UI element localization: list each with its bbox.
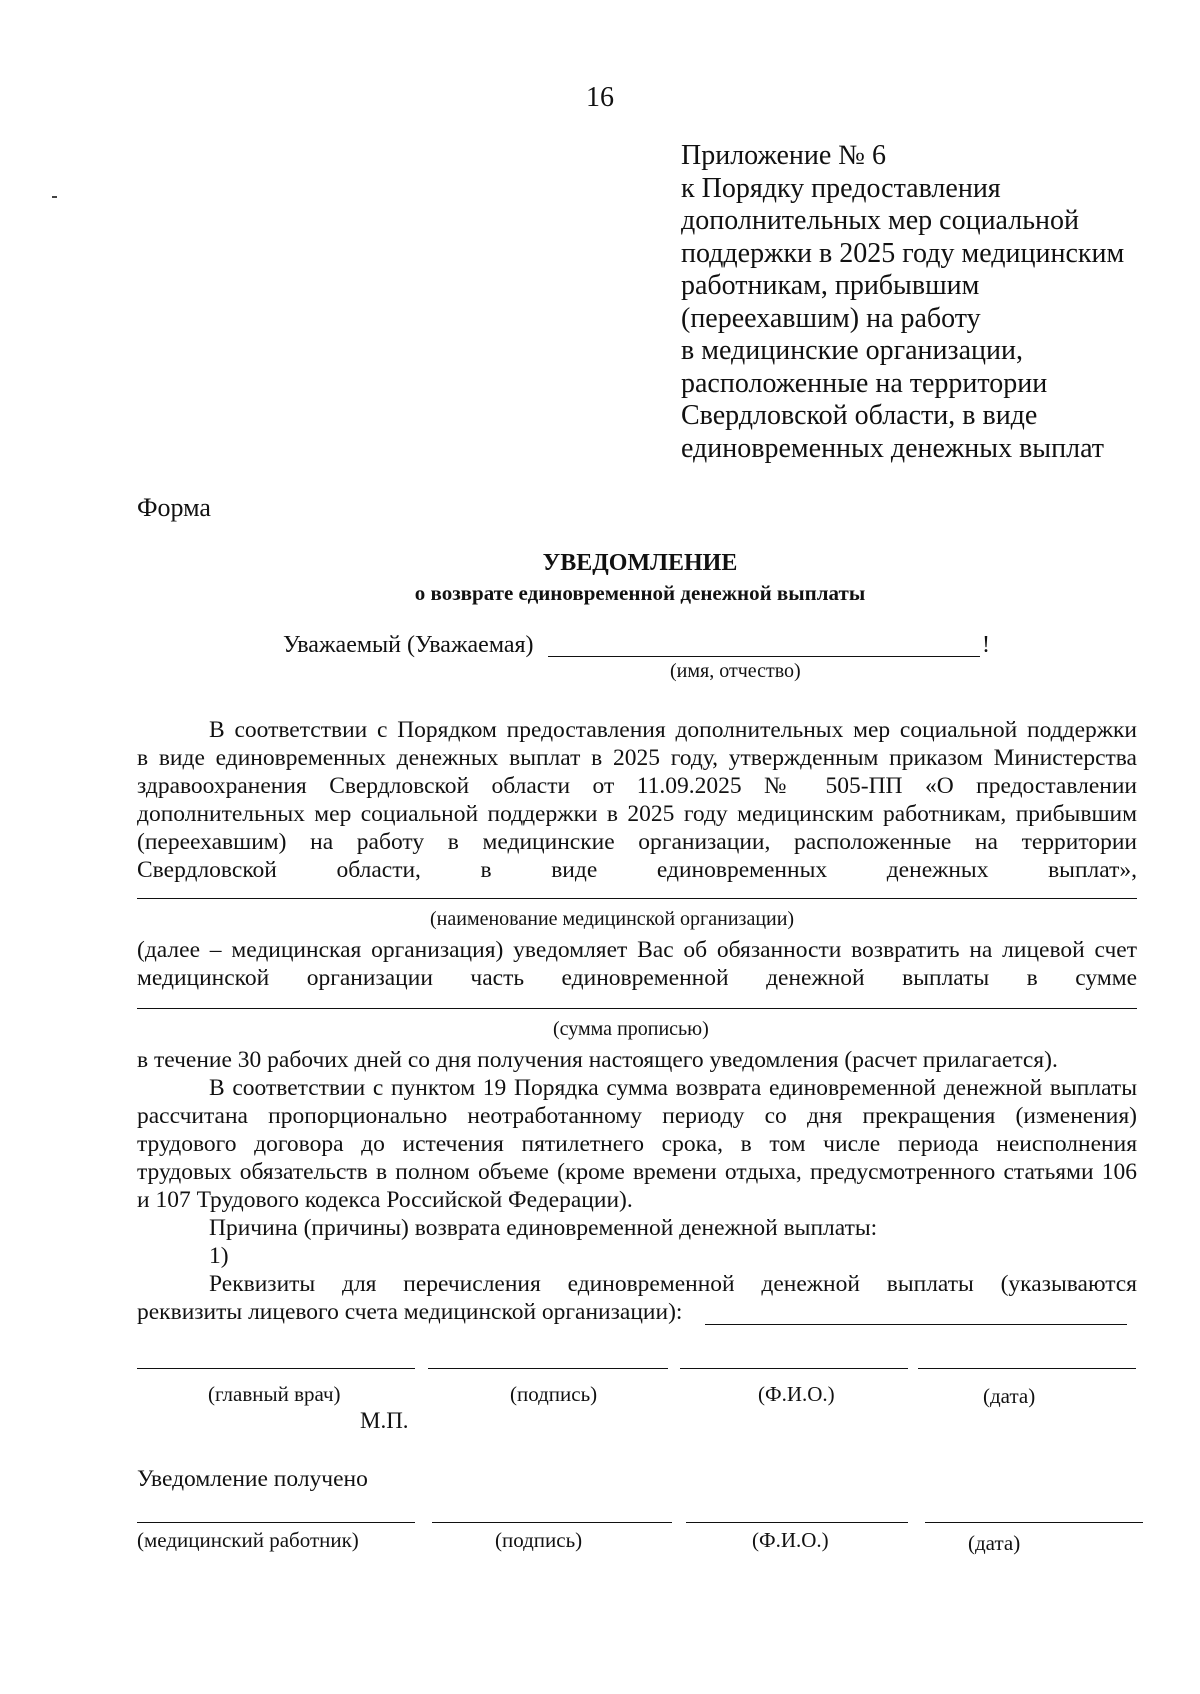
document-title: УВЕДОМЛЕНИЕ xyxy=(542,550,738,576)
full-name-caption: (Ф.И.О.) xyxy=(752,1528,829,1552)
signature-caption: (подпись) xyxy=(510,1382,598,1406)
appendix-line: дополнительных мер социальной xyxy=(681,205,1079,236)
organization-blank-line xyxy=(137,872,1137,899)
appendix-block xyxy=(681,140,1181,465)
signature-caption: (подпись) xyxy=(495,1528,583,1552)
paragraph1-line: здравоохранения Свердловской области от 11.09.2025 № 505-ПП «О предоставлении xyxy=(137,773,1137,799)
date-line xyxy=(925,1502,1143,1523)
signature-line xyxy=(428,1348,668,1369)
chief-doctor-caption: (главный врач) xyxy=(208,1382,341,1406)
stamp-label: М.П. xyxy=(360,1408,409,1433)
date-caption: (дата) xyxy=(983,1384,1036,1408)
chief-doctor-line xyxy=(137,1348,415,1369)
scan-mark xyxy=(52,196,57,198)
deadline-line: в течение 30 рабочих дней со дня получения настоящего уведомления (расчет прилагается). xyxy=(137,1047,1058,1073)
paragraph2-line: медицинской организации часть единовременной денежной выплаты в сумме xyxy=(137,965,1137,991)
paragraph3-line: и 107 Трудового кодекса Российской Федерации). xyxy=(137,1187,633,1213)
reason-label: Причина (причины) возврата единовременной денежной выплаты: xyxy=(209,1215,878,1241)
received-label: Уведомление получено xyxy=(137,1466,368,1492)
name-blank-line xyxy=(548,630,980,657)
paragraph3-line: рассчитана пропорционально неотработанному периоду со дня прекращения (изменения) xyxy=(137,1103,1137,1129)
sum-blank-line xyxy=(137,982,1137,1009)
paragraph1-line: дополнительных мер социальной поддержки в 2025 году медицинским работникам, прибывшим xyxy=(137,801,1137,827)
signature-line xyxy=(432,1502,672,1523)
paragraph3-line: трудовых обязательств в полном объеме (кроме времени отдыха, предусмотренного статьями 106 xyxy=(137,1159,1137,1185)
date-caption: (дата) xyxy=(968,1531,1021,1555)
page-number: 16 xyxy=(586,82,614,113)
appendix-line: в медицинские организации, xyxy=(681,335,1023,366)
reason-item: 1) xyxy=(209,1243,229,1269)
appendix-line: Свердловской области, в виде xyxy=(681,400,1038,431)
appendix-line: к Порядку предоставления xyxy=(681,172,1001,204)
greeting-suffix: ! xyxy=(982,632,990,658)
requisites-blank-line xyxy=(705,1298,1127,1325)
greeting-prefix: Уважаемый (Уважаемая) xyxy=(283,632,534,658)
greeting-line xyxy=(283,632,534,659)
paragraph3-line: В соответствии с пунктом 19 Порядка сумма возврата единовременной денежной выплаты xyxy=(209,1075,1137,1101)
full-name-line xyxy=(686,1502,908,1523)
medical-worker-caption: (медицинский работник) xyxy=(137,1528,359,1552)
requisites-line: реквизиты лицевого счета медицинской организации): xyxy=(137,1299,683,1325)
appendix-line: работникам, прибывшим xyxy=(681,270,980,301)
appendix-line: единовременных денежных выплат xyxy=(681,432,1105,464)
appendix-line: (переехавшим) на работу xyxy=(681,302,981,334)
medical-worker-line xyxy=(137,1502,415,1523)
requisites-line: Реквизиты для перечисления единовременной денежной выплаты (указываются xyxy=(209,1271,1137,1297)
full-name-caption: (Ф.И.О.) xyxy=(758,1382,835,1406)
sum-caption: (сумма прописью) xyxy=(553,1018,709,1040)
name-caption: (имя, отчество) xyxy=(670,660,801,682)
date-line xyxy=(918,1348,1136,1369)
appendix-line: Приложение № 6 xyxy=(681,140,886,171)
appendix-line: расположенные на территории xyxy=(681,367,1048,399)
paragraph1-line: Свердловской области, в виде единовременных денежных выплат», xyxy=(137,857,1137,883)
organization-caption: (наименование медицинской организации) xyxy=(430,908,795,930)
full-name-line xyxy=(680,1348,908,1369)
paragraph1-line: (переехавшим) на работу в медицинские организации, расположенные на территории xyxy=(137,829,1137,855)
paragraph1-line: в виде единовременных денежных выплат в 2025 году, утвержденным приказом Министерства xyxy=(137,745,1137,771)
form-label: Форма xyxy=(137,493,211,522)
paragraph3-line: трудового договора до истечения пятилетнего срока, в том числе периода неисполнения xyxy=(137,1131,1137,1157)
paragraph2-line: (далее – медицинская организация) уведомляет Вас об обязанности возвратить на лицевой счет xyxy=(137,937,1137,963)
appendix-line: поддержки в 2025 году медицинским xyxy=(681,237,1125,269)
paragraph1-line: В соответствии с Порядком предоставления дополнительных мер социальной поддержки xyxy=(209,717,1137,743)
document-subtitle: о возврате единовременной денежной выплаты xyxy=(414,581,866,605)
